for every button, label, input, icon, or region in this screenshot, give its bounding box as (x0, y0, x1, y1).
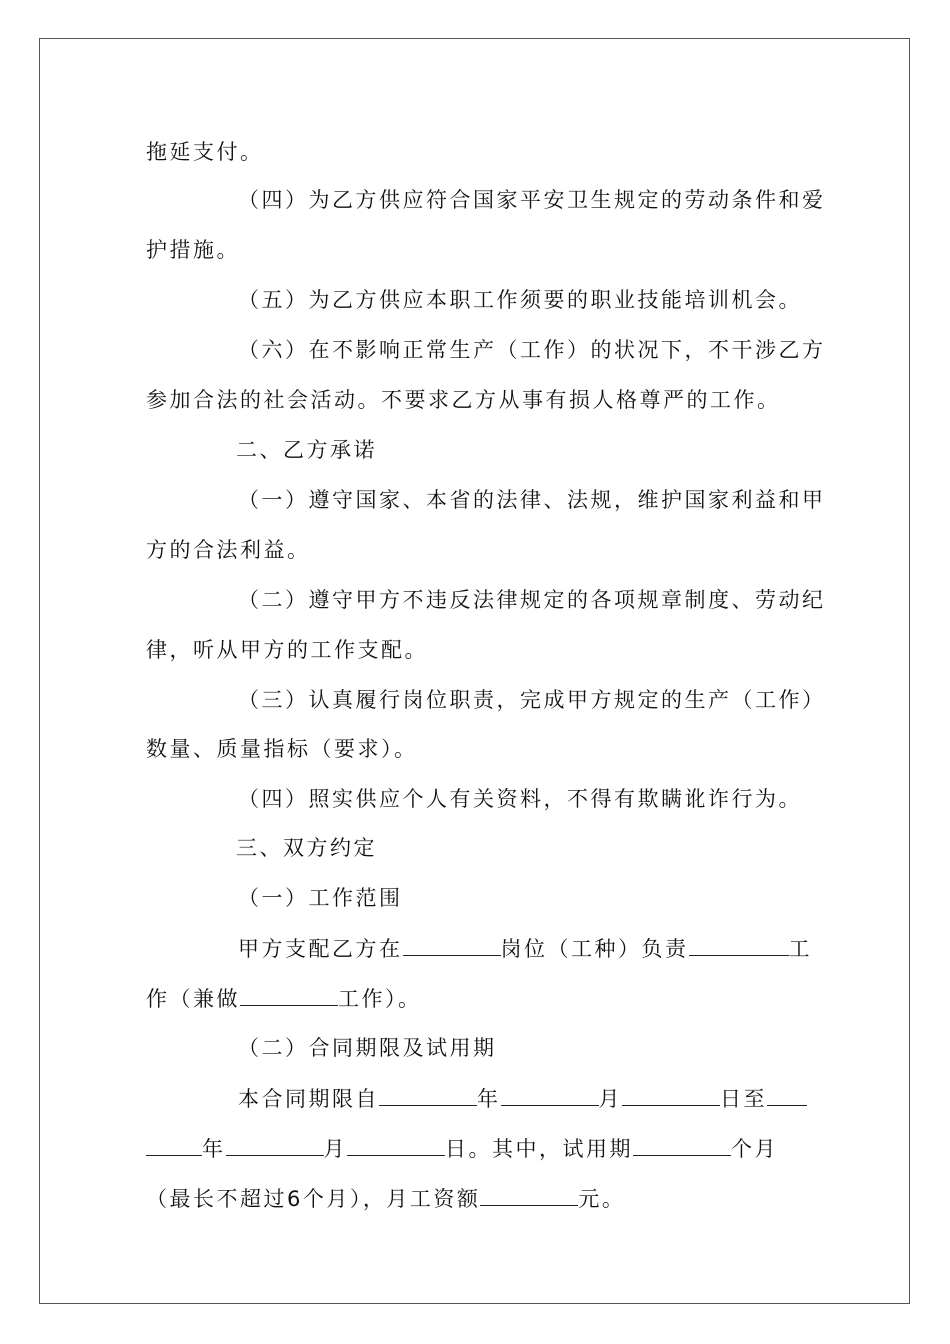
text-segment: 个月 (731, 1137, 778, 1161)
text-segment: 作（兼做 (146, 987, 240, 1011)
text-segment: 本合同期限自 (238, 1087, 379, 1111)
paragraph-line: 方的合法利益。 (146, 538, 311, 562)
text-segment: 工 (788, 937, 812, 961)
paragraph-line: 参加合法的社会活动。不要求乙方从事有损人格尊严的工作。 (146, 388, 781, 412)
paragraph-line: （三）认真履行岗位职责，完成甲方规定的生产（工作） (238, 688, 826, 712)
page-border (39, 38, 910, 1304)
text-segment: 日至 (720, 1087, 767, 1111)
fill-blank[interactable] (633, 1133, 731, 1156)
fill-blank[interactable] (501, 1083, 599, 1106)
fill-blank[interactable] (767, 1083, 807, 1106)
text-segment: 月 (323, 1137, 347, 1161)
paragraph-line: （四）为乙方供应符合国家平安卫生规定的劳动条件和爱 (238, 188, 826, 212)
fill-blank[interactable] (689, 933, 789, 956)
text-segment: 年 (477, 1087, 501, 1111)
paragraph-line (146, 983, 422, 1014)
paragraph-line: （四）照实供应个人有关资料，不得有欺瞒讹诈行为。 (238, 787, 802, 811)
text-segment: 岗位（工种）负责 (500, 937, 689, 961)
fill-blank[interactable] (146, 1133, 202, 1156)
paragraph-line (238, 1083, 807, 1114)
paragraph-line: （六）在不影响正常生产（工作）的状况下，不干涉乙方 (238, 338, 826, 362)
paragraph-line: 律，听从甲方的工作支配。 (146, 638, 428, 662)
subsection-heading: （二）合同期限及试用期 (238, 1036, 497, 1060)
subsection-heading: （一）工作范围 (238, 886, 403, 910)
fill-blank[interactable] (403, 933, 501, 956)
text-segment: 甲方支配乙方在 (238, 937, 403, 961)
paragraph-line: （五）为乙方供应本职工作须要的职业技能培训机会。 (238, 288, 802, 312)
fill-blank[interactable] (226, 1133, 324, 1156)
paragraph-line: 数量、质量指标（要求）。 (146, 737, 418, 761)
paragraph-line: 拖延支付。 (146, 140, 264, 164)
text-segment: 月 (598, 1087, 622, 1111)
section-heading: 三、双方约定 (236, 836, 377, 860)
text-segment: 工作）。 (338, 987, 422, 1011)
text-segment: 年 (202, 1137, 226, 1161)
paragraph-line: （一）遵守国家、本省的法律、法规，维护国家利益和甲 (238, 488, 826, 512)
paragraph-line (146, 1183, 625, 1214)
fill-blank[interactable] (240, 983, 338, 1006)
paragraph-line: （二）遵守甲方不违反法律规定的各项规章制度、劳动纪 (238, 588, 826, 612)
fill-blank[interactable] (480, 1183, 578, 1206)
text-segment: 元。 (578, 1187, 626, 1211)
paragraph-line (238, 933, 812, 964)
section-heading: 二、乙方承诺 (236, 438, 377, 462)
text-segment: 日。其中，试用期 (445, 1137, 633, 1161)
paragraph-line (146, 1133, 778, 1164)
paragraph-line: 护措施。 (146, 238, 240, 262)
fill-blank[interactable] (622, 1083, 720, 1106)
fill-blank[interactable] (347, 1133, 445, 1156)
fill-blank[interactable] (379, 1083, 477, 1106)
text-segment: （最长不超过6个月），月工资额 (146, 1187, 481, 1211)
